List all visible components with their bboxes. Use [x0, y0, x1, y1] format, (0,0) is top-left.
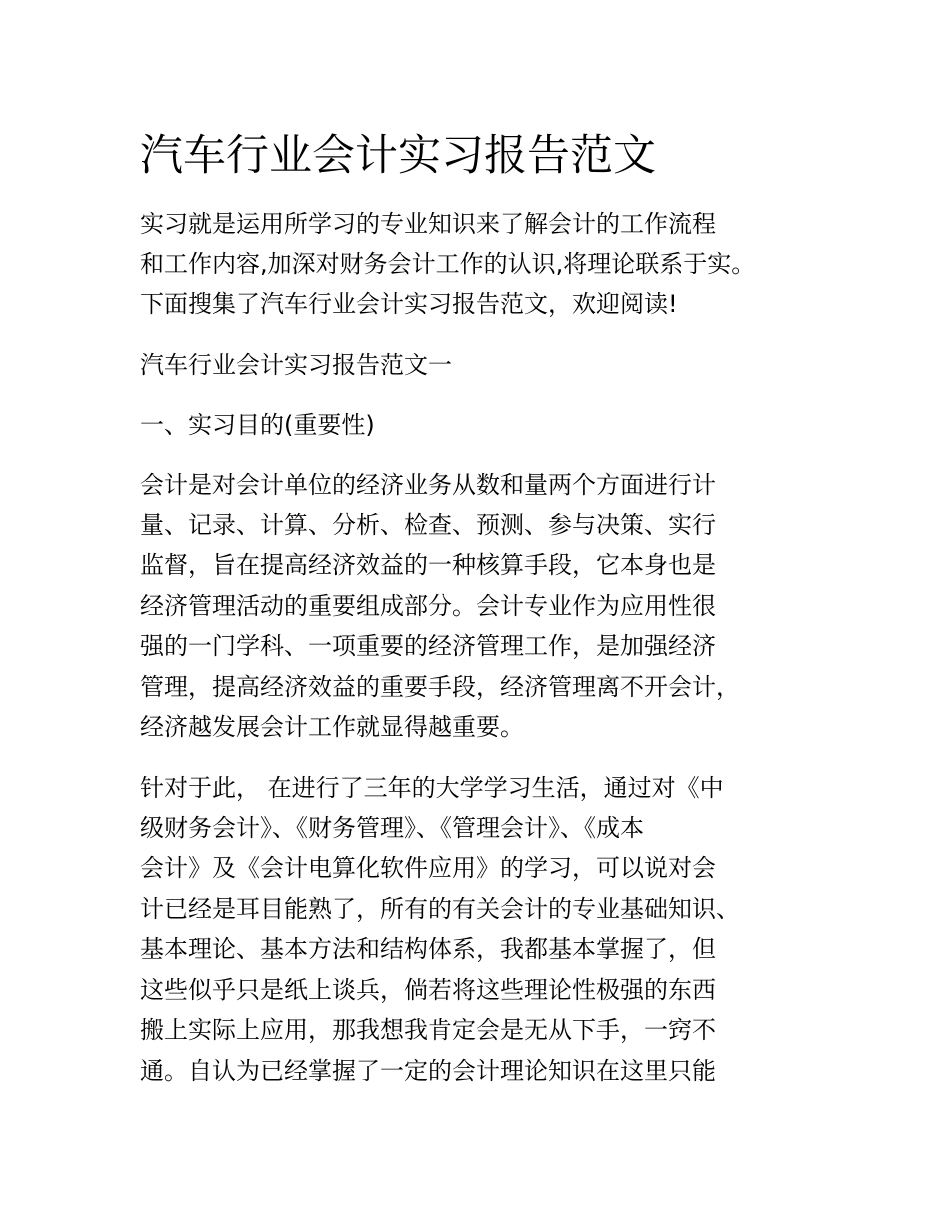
document-title: 汽车行业会计实习报告范文 — [140, 131, 656, 181]
paragraph-2-line: 会计》及《会计电算化软件应用》的学习，可以说对会 — [140, 854, 716, 882]
heading-purpose: 一、实习目的(重要性) — [140, 411, 375, 439]
section-title: 汽车行业会计实习报告范文一 — [140, 351, 452, 379]
intro-line: 实习就是运用所学习的专业知识来了解会计的工作流程 — [140, 210, 716, 238]
paragraph-1-line: 会计是对会计单位的经济业务从数和量两个方面进行计 — [140, 471, 716, 499]
paragraph-1-line: 监督，旨在提高经济效益的一种核算手段，它本身也是 — [140, 551, 716, 579]
paragraph-2-line: 通。自认为已经掌握了一定的会计理论知识在这里只能 — [140, 1057, 716, 1085]
paragraph-2-line: 这些似乎只是纸上谈兵，倘若将这些理论性极强的东西 — [140, 976, 716, 1004]
paragraph-1-line: 强的一门学科、一项重要的经济管理工作，是加强经济 — [140, 632, 716, 660]
paragraph-2-line: 基本理论、基本方法和结构体系，我都基本掌握了，但 — [140, 935, 716, 963]
paragraph-1-line: 量、记录、计算、分析、检查、预测、参与决策、实行 — [140, 511, 716, 539]
intro-line: 下面搜集了汽车行业会计实习报告范文，欢迎阅读! — [140, 290, 678, 318]
paragraph-1-line: 经济越发展会计工作就显得越重要。 — [140, 713, 524, 741]
paragraph-2-line: 计已经是耳目能熟了，所有的有关会计的专业基础知识、 — [140, 895, 740, 923]
intro-line: 和工作内容,加深对财务会计工作的认识,将理论联系于实。 — [140, 250, 756, 278]
paragraph-1-line: 经济管理活动的重要组成部分。会计专业作为应用性很 — [140, 592, 716, 620]
paragraph-1-line: 管理，提高经济效益的重要手段，经济管理离不开会计， — [140, 673, 740, 701]
paragraph-2-line: 针对于此， 在进行了三年的大学学习生活，通过对《中 — [140, 774, 724, 802]
paragraph-2-line: 搬上实际上应用，那我想我肯定会是无从下手，一窍不 — [140, 1016, 716, 1044]
paragraph-2-line: 级财务会计》、《财务管理》、《管理会计》、《成本 — [140, 814, 644, 842]
